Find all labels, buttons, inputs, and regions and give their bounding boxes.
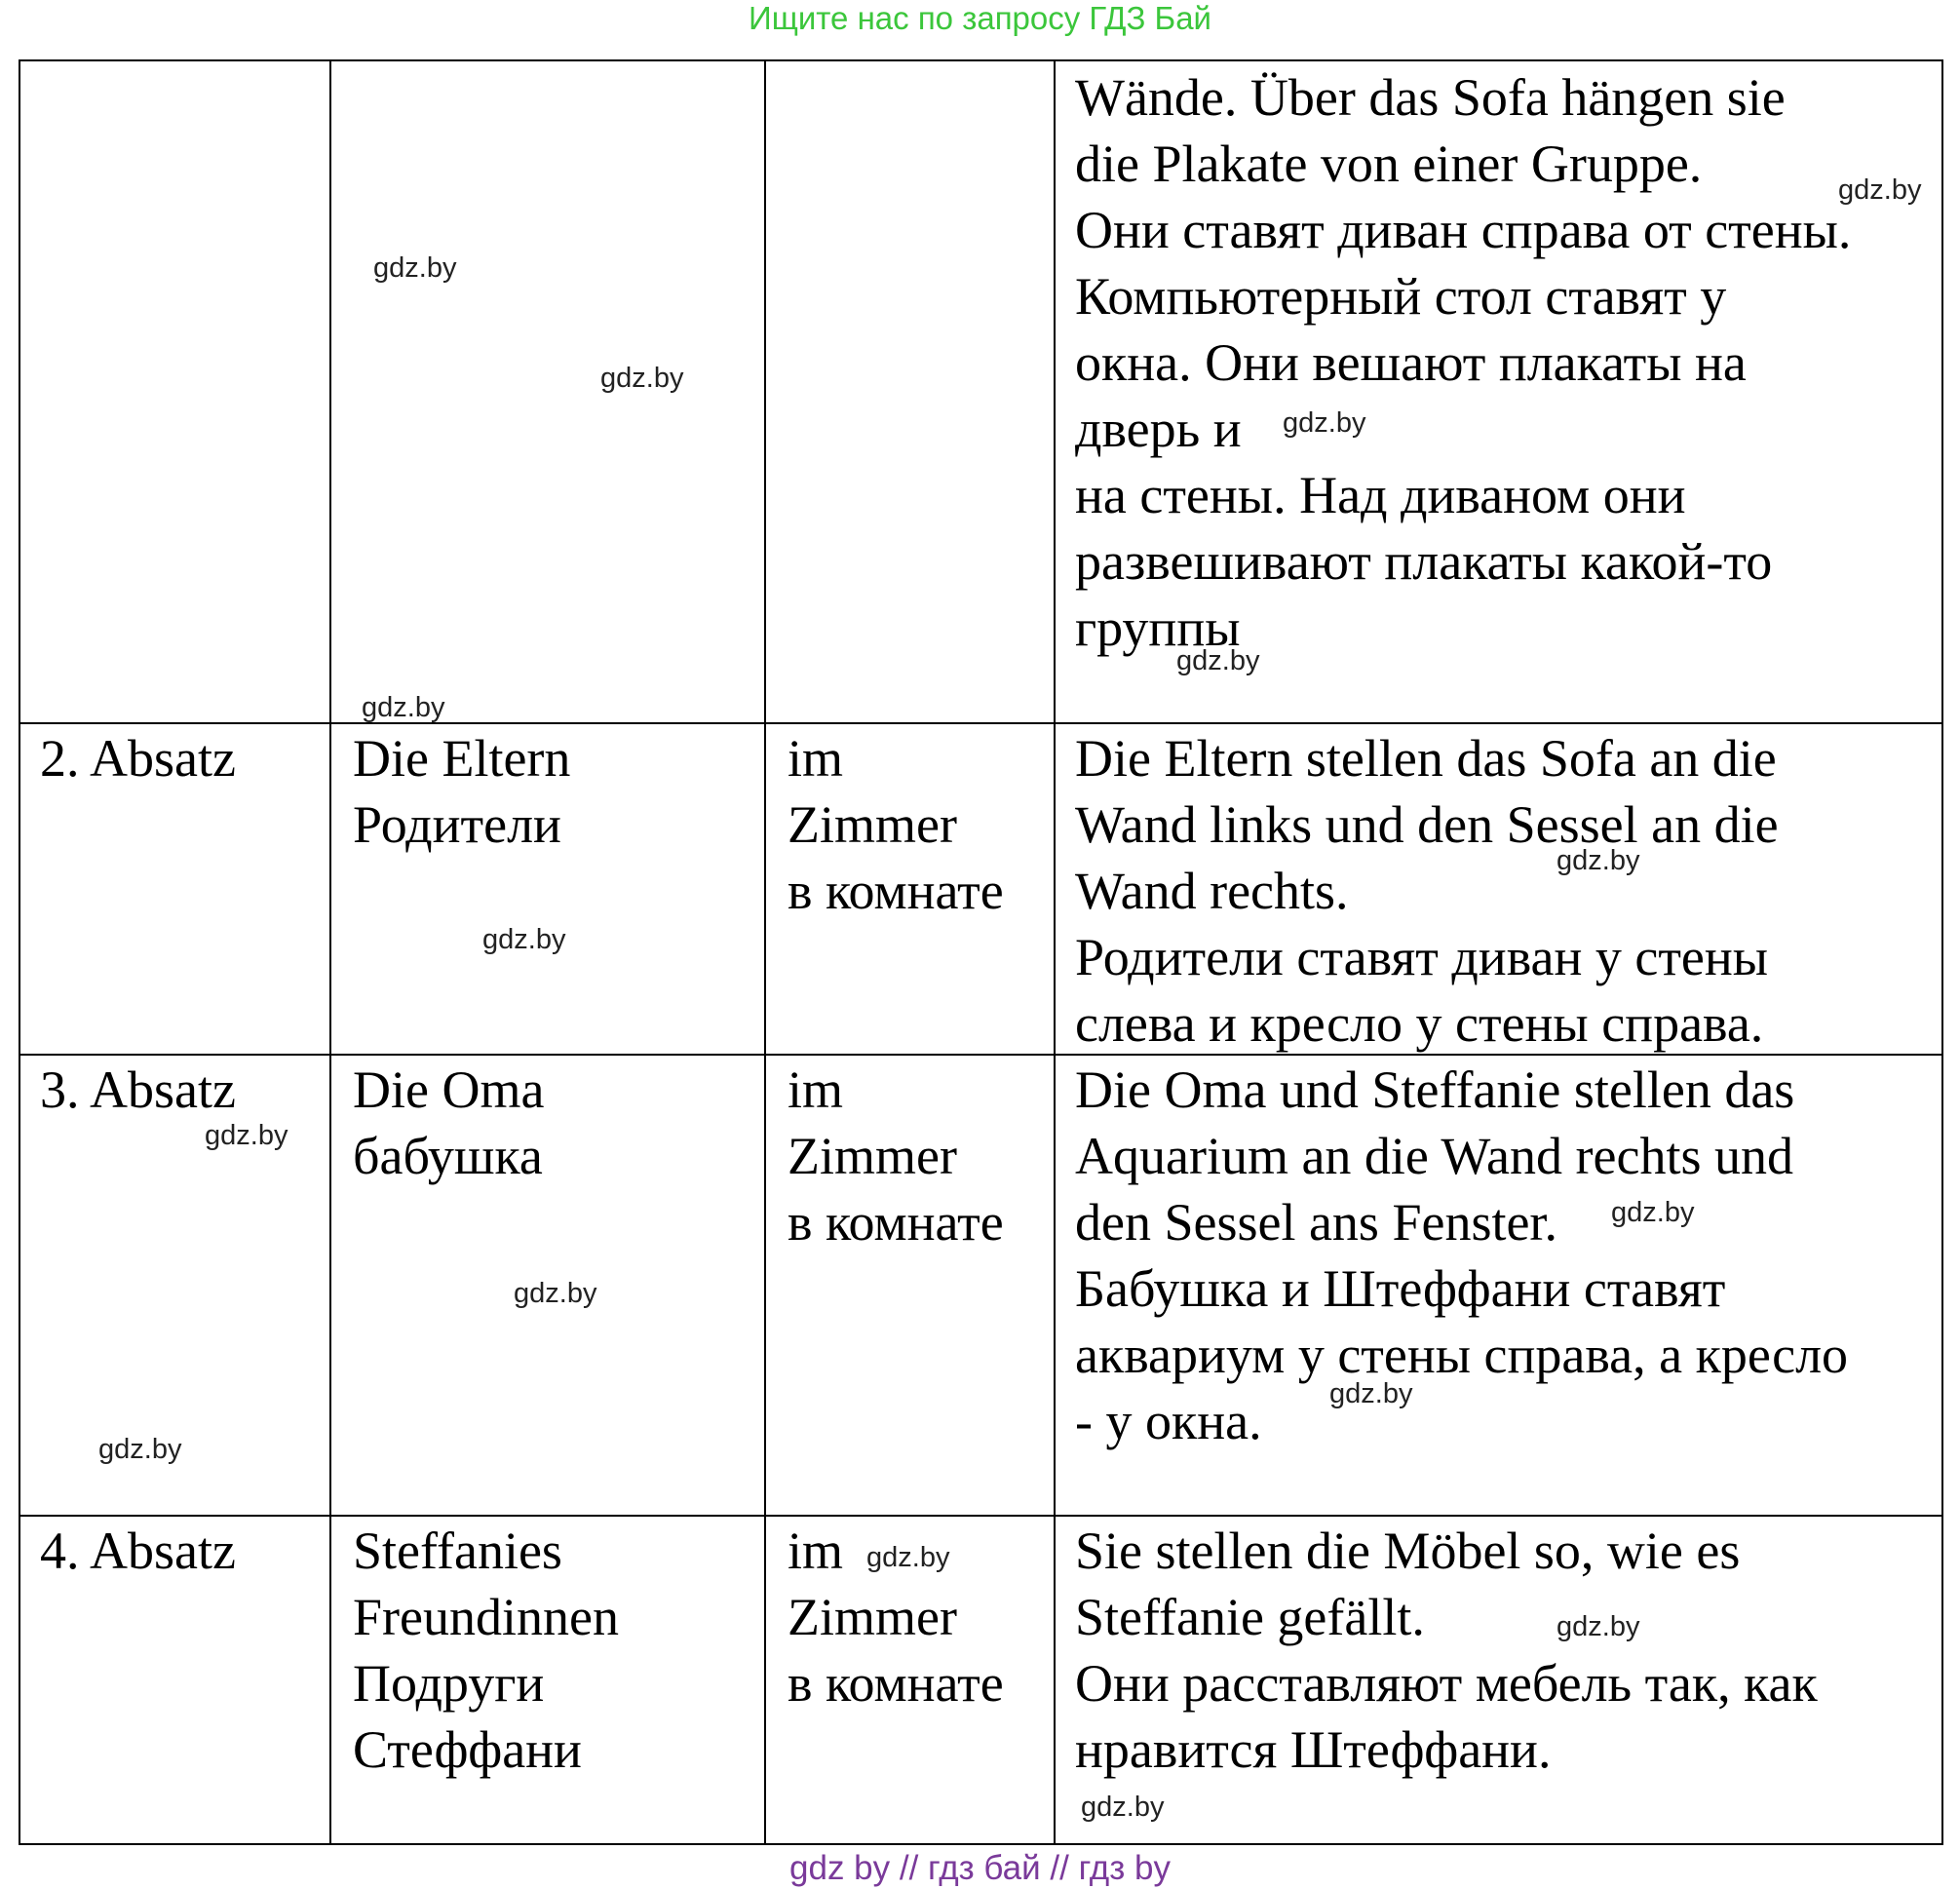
column-divider <box>764 59 766 1845</box>
row4-place: im Zimmer в комнате <box>788 1522 1004 1713</box>
table-border-bottom <box>19 1843 1943 1845</box>
row1-text-de-ru: Wände. Über das Sofa hängen sie die Plakate von einer Gruppe. Они ставят диван справа от стены. Компьютерный стол ставят у окна. Они вешают плакаты на дверь и <box>1075 68 1852 458</box>
column-divider <box>329 59 331 1845</box>
watermark: gdz.by <box>482 924 566 955</box>
row2-action: Die Eltern stellen das Sofa an die Wand links und den Sessel an die Wand rechts. Родители ставят диван у стены слева и кресло у стены справа. <box>1075 729 1779 1053</box>
watermark: gdz.by <box>98 1434 182 1465</box>
row-divider <box>19 722 1943 724</box>
watermark: gdz.by <box>514 1278 597 1309</box>
table-border-right <box>1941 59 1943 1845</box>
row4-action: Sie stellen die Möbel so, wie es Steffanie gefällt. Они расставляют мебель так, как нравится Штеффани. <box>1075 1522 1818 1779</box>
site-footer: gdz by // гдз бай // гдз by <box>789 1849 1171 1887</box>
watermark: gdz.by <box>1838 174 1922 206</box>
row2-subject: Die Eltern Родители <box>353 729 571 854</box>
row3-action: Die Oma und Steffanie stellen das Aquarium an die Wand rechts und den Sessel ans Fenster. Бабушка и Штеффани ставят аквариум у стены справа, а кресло - у окна. <box>1075 1060 1849 1450</box>
watermark: gdz.by <box>600 363 684 394</box>
row3-paragraph-label: 3. Absatz <box>40 1060 236 1119</box>
watermark: gdz.by <box>205 1120 288 1151</box>
watermark: gdz.by <box>1556 845 1640 876</box>
watermark: gdz.by <box>1329 1378 1413 1409</box>
row2-place: im Zimmer в комнате <box>788 729 1004 920</box>
watermark: gdz.by <box>1081 1792 1165 1823</box>
row3-subject: Die Oma бабушка <box>353 1060 545 1185</box>
watermark: gdz.by <box>1176 645 1260 676</box>
watermark: gdz.by <box>373 252 457 284</box>
watermark: gdz.by <box>1611 1197 1695 1228</box>
row4-subject: Steffanies Freundinnen Подруги Стеффани <box>353 1522 619 1779</box>
watermark: gdz.by <box>866 1542 950 1573</box>
table-border-top <box>19 59 1943 61</box>
table-border-left <box>19 59 20 1845</box>
row2-paragraph-label: 2. Absatz <box>40 729 236 788</box>
watermark: gdz.by <box>1556 1611 1640 1642</box>
row-divider <box>19 1515 1943 1517</box>
watermark: gdz.by <box>362 692 445 723</box>
row3-place: im Zimmer в комнате <box>788 1060 1004 1252</box>
column-divider <box>1054 59 1056 1845</box>
row1-text-ru-continued: на стены. Над диваном они развешивают плакаты какой-то группы <box>1075 466 1773 657</box>
row4-paragraph-label: 4. Absatz <box>40 1522 236 1580</box>
watermark: gdz.by <box>1283 407 1366 439</box>
answer-table <box>19 59 1943 1845</box>
search-hint-banner: Ищите нас по запросу ГДЗ Бай <box>749 0 1211 36</box>
